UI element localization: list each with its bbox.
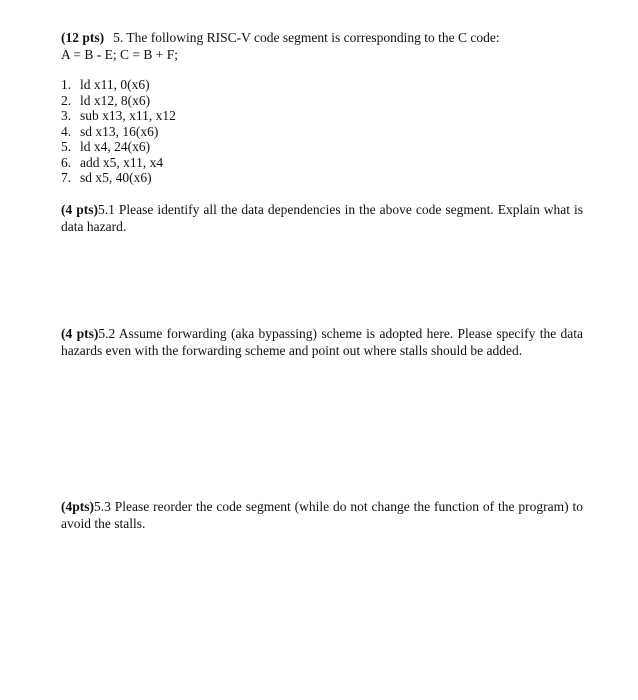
instruction: sub x13, x11, x12 bbox=[80, 108, 176, 123]
line-number: 2. bbox=[61, 92, 72, 108]
riscv-code-list bbox=[61, 77, 176, 186]
instruction: sd x5, 40(x6) bbox=[80, 170, 152, 185]
question-points: (4 pts) bbox=[61, 326, 99, 341]
code-line-5 bbox=[61, 139, 176, 155]
instruction: ld x12, 8(x6) bbox=[80, 92, 151, 108]
instruction: sd x13, 16(x6) bbox=[80, 123, 159, 139]
line-number: 6. bbox=[61, 154, 72, 170]
question-5-2 bbox=[61, 326, 583, 359]
question-5-1 bbox=[61, 202, 583, 235]
line-number: 3. bbox=[61, 108, 72, 123]
question-text: 5.3 Please reorder the code segment (while do not change the function of the program) to avoid the stalls. bbox=[61, 499, 583, 531]
question-points: (4 pts) bbox=[61, 202, 99, 217]
line-number: 4. bbox=[61, 123, 72, 139]
code-line-3 bbox=[61, 108, 176, 124]
instruction: ld x4, 24(x6) bbox=[80, 139, 151, 154]
code-line-7 bbox=[61, 170, 176, 186]
line-number: 1. bbox=[61, 77, 72, 92]
code-line-4 bbox=[61, 124, 176, 140]
problem-points: (12 pts) bbox=[61, 30, 105, 45]
question-points: (4pts) bbox=[61, 499, 94, 514]
code-line-2 bbox=[61, 93, 176, 109]
problem-header bbox=[61, 30, 500, 46]
line-number: 7. bbox=[61, 170, 72, 185]
instruction: ld x11, 0(x6) bbox=[80, 77, 150, 92]
code-line-1 bbox=[61, 77, 176, 93]
problem-statement: 5. The following RISC-V code segment is corresponding to the C code: bbox=[113, 30, 500, 45]
code-line-6 bbox=[61, 155, 176, 171]
question-5-3 bbox=[61, 499, 583, 532]
question-text: 5.1 Please identify all the data dependencies in the above code segment. Explain what is data hazard. bbox=[61, 202, 583, 234]
question-text: 5.2 Assume forwarding (aka bypassing) scheme is adopted here. Please specify the data hazards even with the forwarding scheme and point out where stalls should be added. bbox=[61, 326, 584, 358]
instruction: add x5, x11, x4 bbox=[80, 154, 164, 170]
c-code-line: A = B - E; C = B + F; bbox=[61, 47, 178, 62]
line-number: 5. bbox=[61, 139, 72, 154]
